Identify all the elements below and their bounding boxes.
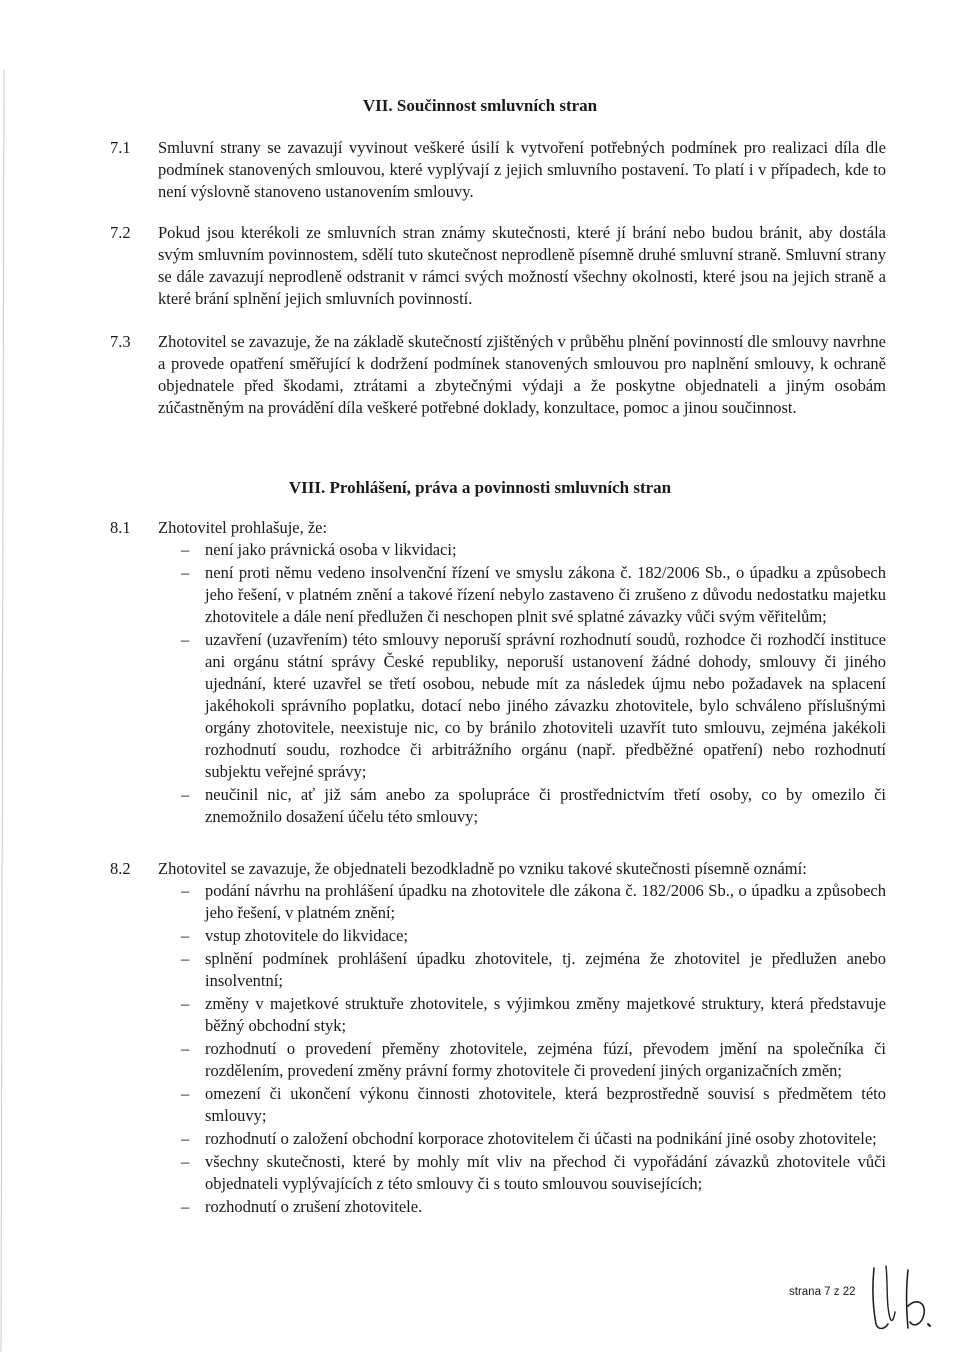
- bullet-dash: –: [181, 1197, 190, 1216]
- clause-number: 8.2: [110, 859, 131, 878]
- list-item: [158, 562, 886, 628]
- list-item-text: rozhodnutí o provedení přeměny zhotovitele, zejména fúzí, převodem jmění na společníka či rozdělením, provedení změny právní formy zhotovitele či provedení jiných organizačních změn;: [205, 1039, 886, 1080]
- list-item-text: není proti němu vedeno insolvenční řízení ve smyslu zákona č. 182/2006 Sb., o úpadku a způsobech jeho řešení, v platném znění a takové řízení nebylo zastaveno či zrušeno z důvodu nedostatku majetku zhotovitele a dále není předlužen či neschopen plnit své splatné závazky vůči svým věřitelům;: [205, 563, 886, 626]
- bullet-list: [158, 880, 886, 1219]
- list-item-text: všechny skutečnosti, které by mohly mít vliv na přechod či vypořádání závazků zhotovitele vůči objednateli vyplývajících z této smlouvy či s touto smlouvou souvisejících;: [205, 1152, 886, 1193]
- clause-intro: Zhotovitel prohlašuje, že:: [158, 518, 328, 537]
- list-item-text: rozhodnutí o zrušení zhotovitele.: [205, 1197, 423, 1216]
- bullet-dash: –: [181, 881, 190, 900]
- bullet-dash: –: [181, 926, 190, 945]
- signature-initials: [864, 1258, 944, 1338]
- list-item-text: omezení či ukončení výkonu činnosti zhotovitele, která bezprostředně souvisí s předmětem této smlouvy;: [205, 1084, 886, 1125]
- clause-number: 7.3: [110, 332, 131, 351]
- list-item-text: splnění podmínek prohlášení úpadku zhotovitele, tj. zejména že zhotovitel je předlužen anebo insolventní;: [205, 949, 886, 990]
- clause-number: 7.1: [110, 138, 131, 157]
- bullet-dash: –: [181, 785, 190, 804]
- list-item: [158, 629, 886, 783]
- bullet-dash: –: [181, 994, 190, 1013]
- list-item: [158, 1038, 886, 1082]
- list-item: [158, 948, 886, 992]
- list-item-text: rozhodnutí o založení obchodní korporace zhotovitelem či účasti na podnikání jiné osoby zhotovitele;: [205, 1129, 877, 1148]
- bullet-dash: –: [181, 1152, 190, 1171]
- bullet-list: [158, 539, 886, 829]
- scan-edge-line: [0, 0, 18, 1352]
- clause-text: Pokud jsou kterékoli ze smluvních stran známy skutečnosti, které jí brání nebo budou bránit, aby dostála svým smluvním povinnostem, sdělí tuto skutečnost neprodleně písemně druhé smluvní straně. Smluvní strany se dále zavazují neprodleně odstranit v rámci svých možností všechny okolnosti, které jsou na jejich straně a které brání splnění jejich smluvních povinností.: [158, 223, 886, 308]
- list-item: [158, 880, 886, 924]
- bullet-dash: –: [181, 630, 190, 649]
- page-number: strana 7 z 22: [789, 1286, 856, 1298]
- list-item: [158, 539, 886, 561]
- clause-text: Zhotovitel se zavazuje, že na základě skutečností zjištěných v průběhu plnění povinností dle smlouvy navrhne a provede opatření směřující k dodržení podmínek stanovených smlouvou pro naplnění smlouvy, k ochraně objednatele před škodami, ztrátami a zbytečnými výdaji a že poskytne objednateli a jiným osobám zúčastněným na provádění díla veškeré potřebné doklady, konzultace, pomoc a jinou součinnost.: [158, 332, 886, 417]
- list-item-text: změny v majetkové struktuře zhotovitele, s výjimkou změny majetkové struktury, která představuje běžný obchodní styk;: [205, 994, 886, 1035]
- bullet-dash: –: [181, 1084, 190, 1103]
- clause-intro: Zhotovitel se zavazuje, že objednateli bezodkladně po vzniku takové skutečnosti písemně oznámí:: [158, 859, 807, 878]
- list-item: [158, 1128, 886, 1150]
- clause-number: 7.2: [110, 223, 131, 242]
- bullet-dash: –: [181, 563, 190, 582]
- list-item-text: vstup zhotovitele do likvidace;: [205, 926, 408, 945]
- list-item: [158, 1151, 886, 1195]
- bullet-dash: –: [181, 1039, 190, 1058]
- clause-number: 8.1: [110, 518, 131, 537]
- bullet-dash: –: [181, 1129, 190, 1148]
- bullet-dash: –: [181, 949, 190, 968]
- section-vii-heading: VII. Součinnost smluvních stran: [362, 96, 598, 115]
- section-viii-heading: VIII. Prohlášení, práva a povinnosti smluvních stran: [288, 478, 672, 497]
- bullet-dash: –: [181, 540, 190, 559]
- list-item-text: uzavření (uzavřením) této smlouvy neporuší správní rozhodnutí soudů, rozhodce či rozhodčí instituce ani orgánu státní správy České republiky, neporuší ustanovení žádné dohody, smlouvy či jiného ujednání, které uzavřel se třetí osobou, nebude mít za následek újmu nebo požadavek na splacení jakéhokoli správního poplatku, dotací nebo jiného závazku zhotovitele, bylo schváleno příslušnými orgány zhotovitele, neexistuje nic, co by bránilo zhotoviteli uzavřít tuto smlouvu, zejména jakékoli rozhodnutí soudu, rozhodce či arbitrážního orgánu (např. předběžné opatření) nebo rozhodnutí subjektu veřejné správy;: [205, 630, 886, 781]
- list-item: [158, 1083, 886, 1127]
- list-item-text: není jako právnická osoba v likvidaci;: [205, 540, 457, 559]
- list-item: [158, 784, 886, 828]
- list-item-text: neučinil nic, ať již sám anebo za spolupráce či prostřednictvím třetí osoby, co by omezilo či znemožnilo dosažení účelu této smlouvy;: [205, 785, 886, 826]
- list-item-text: podání návrhu na prohlášení úpadku na zhotovitele dle zákona č. 182/2006 Sb., o úpadku a způsobech jeho řešení, v platném znění;: [205, 881, 886, 922]
- list-item: [158, 1196, 886, 1218]
- list-item: [158, 993, 886, 1037]
- clause-text: Smluvní strany se zavazují vyvinout veškeré úsilí k vytvoření potřebných podmínek pro realizaci díla dle podmínek stanovených smlouvou, které vyplývají z jejich smluvního postavení. To platí i v případech, kde to není výslovně stanoveno ustanovením smlouvy.: [158, 138, 886, 201]
- list-item: [158, 925, 886, 947]
